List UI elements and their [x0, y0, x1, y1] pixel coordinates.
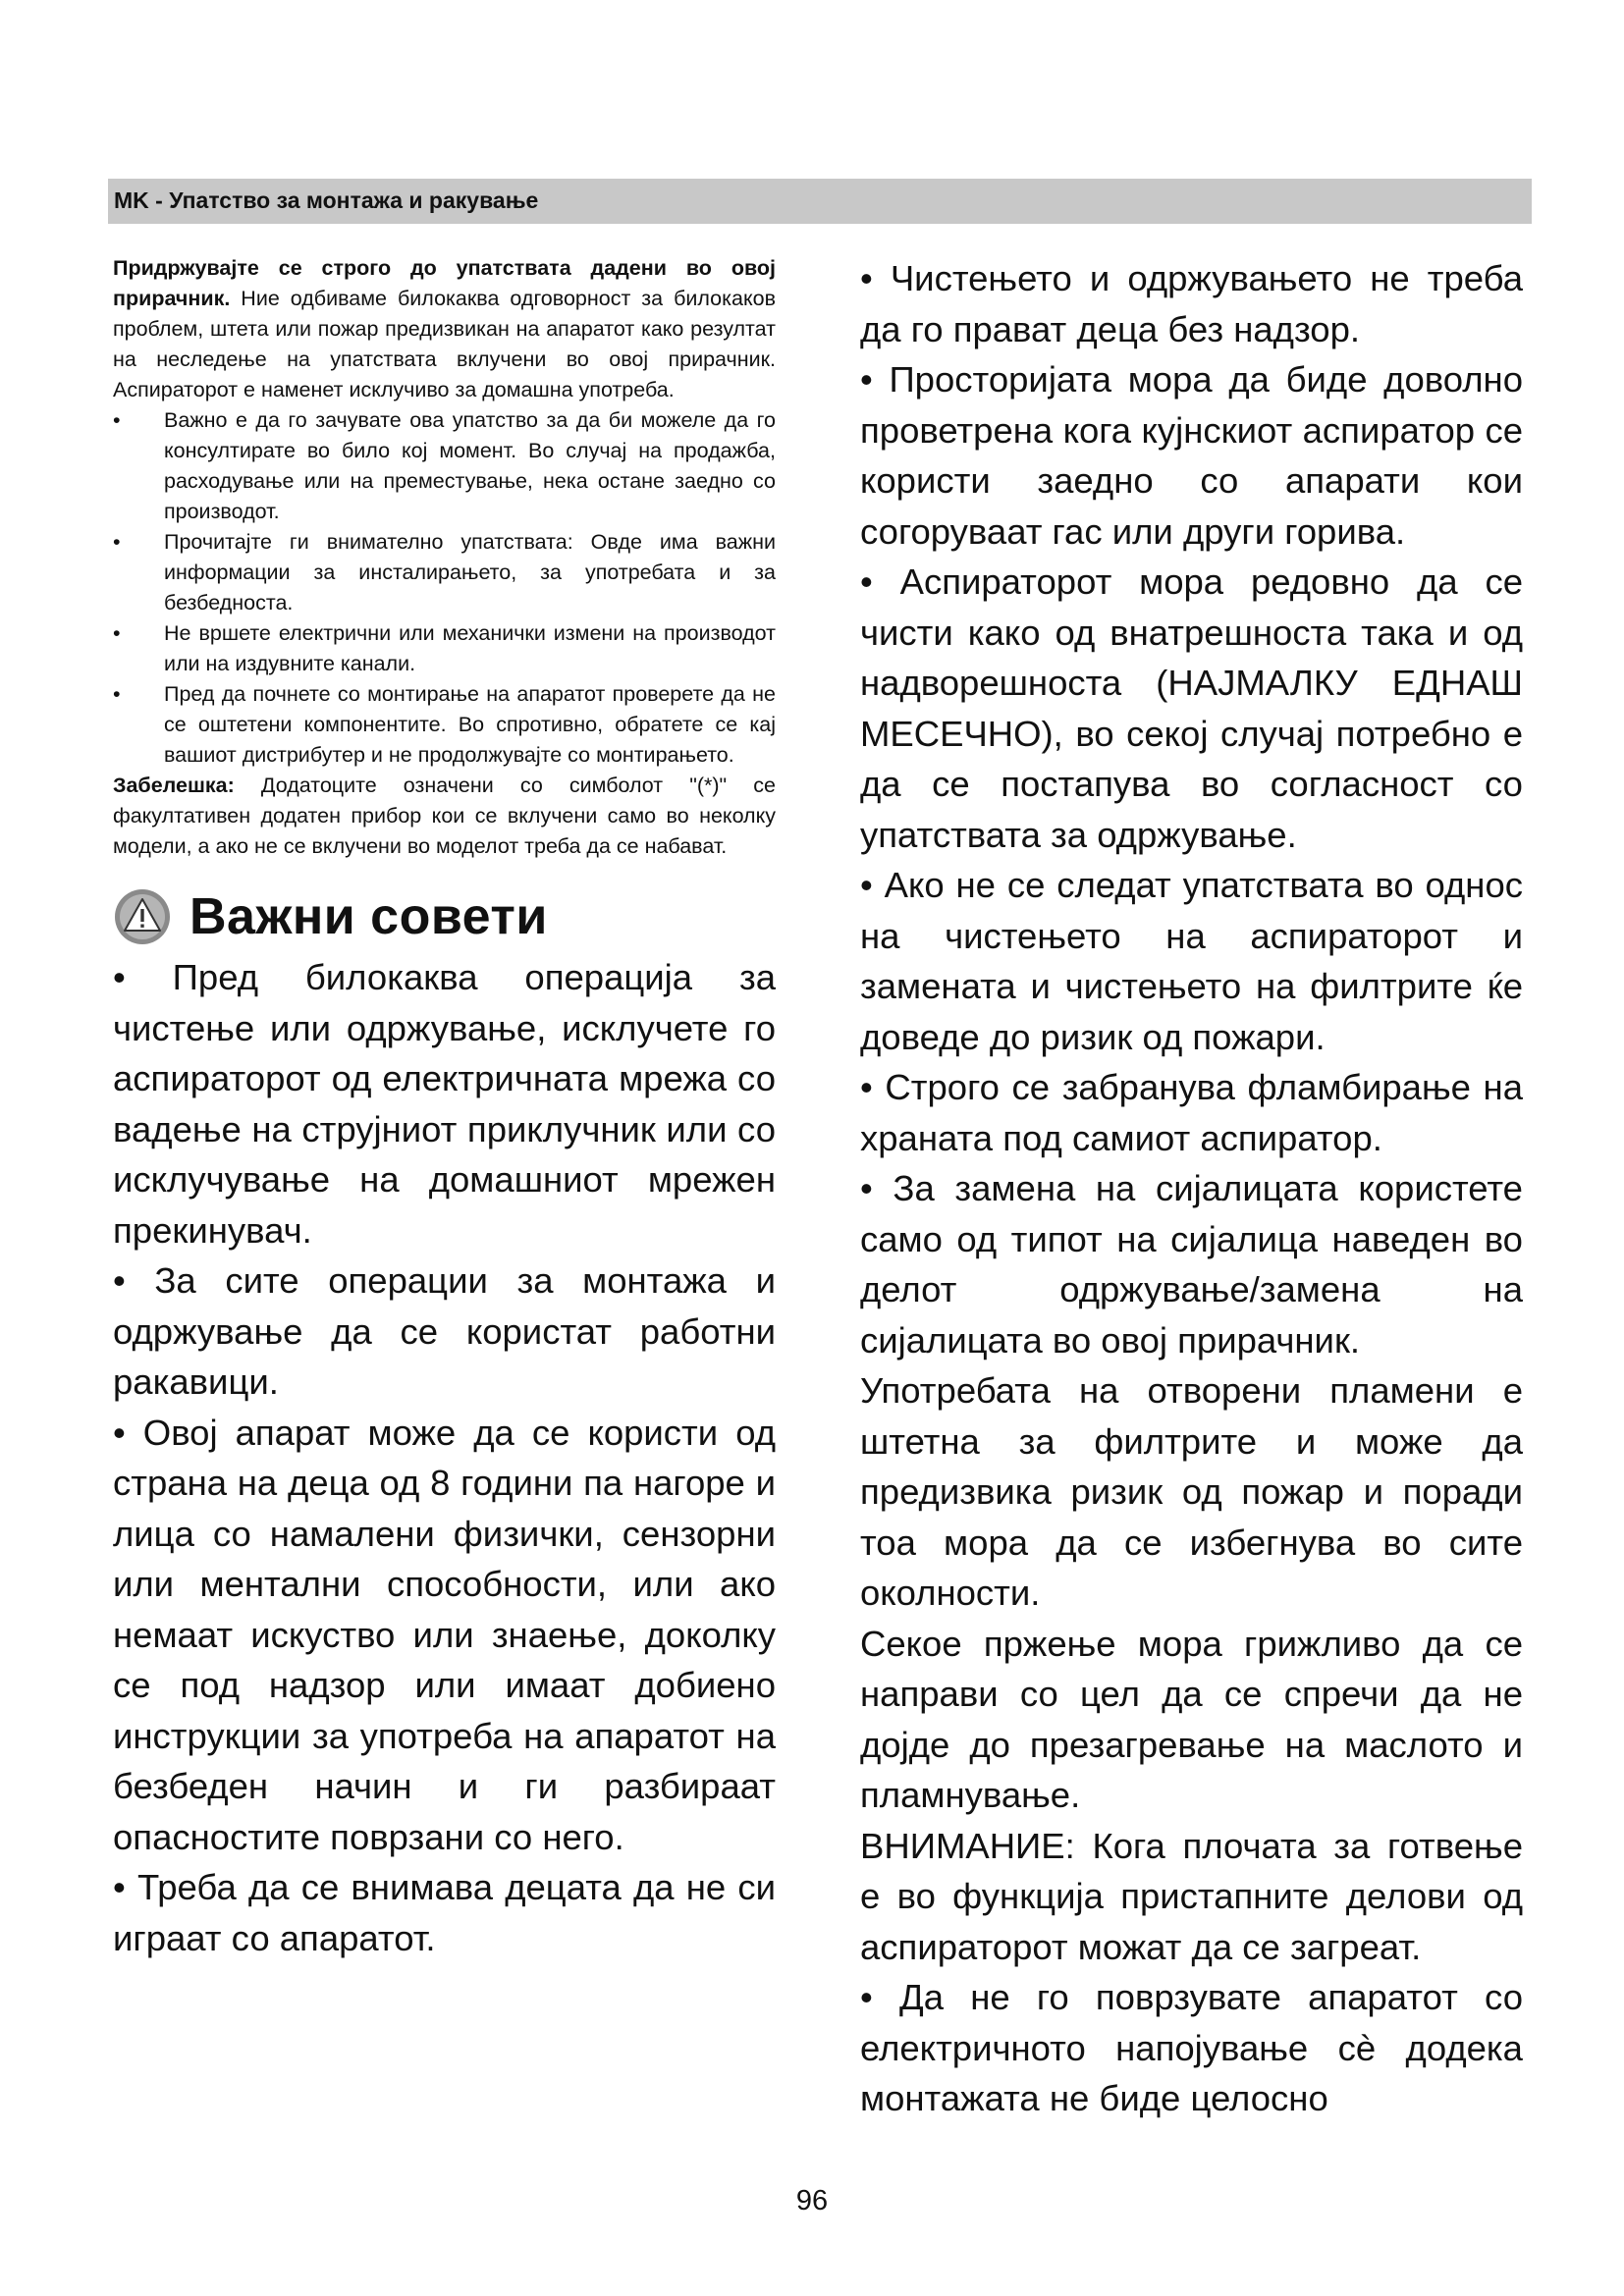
section-title: Важни совети	[189, 888, 548, 945]
advice-paragraph: • Чистењето и одржувањето не треба да го прават деца без надзор.	[860, 258, 1523, 349]
left-column	[113, 253, 776, 1963]
intro-bold: Придржувајте се строго до упатствата дадени во овој прирачник.	[113, 256, 776, 310]
advice-paragraph: Употребата на отворени пламени е штетна за филтрите и може да предизвика ризик од пожар и поради тоа мора да се избегнува во сите околности.	[860, 1370, 1523, 1613]
bullet-text: Пред да почнете со монтирање на апаратот проверете да не се оштетени компонентите. Во спротивно, обратете се кај вашиот дистрибутер и не продолжувајте со монтирањето.	[164, 682, 776, 767]
advice-paragraph: • Просторијата мора да биде доволно проветрена кога кујнскиот аспиратор се користи заедно со апарати кои согоруваат гас или други горива.	[860, 359, 1523, 552]
list-item: • Прочитајте ги внимателно упатствата: Овде има важни информации за инсталирањето, за употребата и за безбедноста.	[113, 530, 776, 614]
intro-bullet-list	[113, 405, 776, 771]
advice-paragraph: • Треба да се внимава децата да не си играат со апаратот.	[113, 1867, 776, 1958]
note-paragraph	[113, 771, 776, 862]
advice-paragraph: • Пред билокаква операција за чистење или одржување, исклучете го аспираторот од електричната мрежа со вадење на струјниот приклучник или со исклучување на домашниот мрежен прекинувач.	[113, 957, 776, 1251]
advice-paragraph: Секое пржење мора грижливо да се направи со цел да се спречи да не дојде до презагревање на маслото и пламнување.	[860, 1623, 1523, 1815]
page-number: 96	[795, 2185, 829, 2216]
advice-paragraph: • За сите операции за монтажа и одржување да се користат работни ракавици.	[113, 1260, 776, 1402]
advice-paragraph: • Строго се забранува фламбирање на храната под самиот аспиратор.	[860, 1067, 1523, 1158]
section-heading	[113, 887, 776, 946]
intro-text: Ние одбиваме билокаква одговорност за билокаков проблем, штета или пожар предизвикан на апаратот како резултат на неследење на упатствата вклучени во овој прирачник. Аспираторот е наменет исклучиво за домашна употреба.	[113, 287, 776, 401]
note-text: Додатоците означени со симболот "(*)" се факултативен додатен прибор кои се вклучени само во неколку модели, а ако не се вклучени во моделот треба да се набават.	[113, 774, 776, 858]
list-item: • Важно е да го зачувате ова упатство за да би можеле да го консултирате во било кој момент. Во случај на продажба, расходување или на преместување, нека остане заедно со производот.	[113, 408, 776, 523]
warning-triangle-icon	[113, 887, 172, 946]
bullet-text: Важно е да го зачувате ова упатство за да би можеле да го консултирате во било кој момент. Во случај на продажба, расходување или на преместување, нека остане заедно со производот.	[164, 408, 776, 523]
advice-paragraph: • Ако не се следат упатствата во однос на чистењето на аспираторот и замената и чистењето на филтрите ќе доведе до ризик од пожари.	[860, 865, 1523, 1057]
right-column	[860, 253, 1523, 2124]
advice-paragraph: • Да не го поврзувате апаратот со електричното напојување сè додека монтажата не биде целосно	[860, 1977, 1523, 2118]
note-label: Забелешка:	[113, 774, 235, 797]
advice-paragraph: • За замена на сијалицата користете само од типот на сијалица наведен во делот одржување/замена на сијалицата во овој прирачник.	[860, 1168, 1523, 1361]
list-item: • Не вршете електрични или механички измени на производот или на издувните канали.	[113, 621, 776, 675]
advice-paragraph: • Аспираторот мора редовно да се чисти како од внатрешноста така и од надворешноста (НАЈМАЛКУ ЕДНАШ МЕСЕЧНО), во секој случај потребно е да се постапува во согласност со упатствата за одржување.	[860, 561, 1523, 855]
intro-paragraph	[113, 253, 776, 405]
advice-paragraph: • Овој апарат може да се користи од страна на деца од 8 години па нагоре и лица со намалени физички, сензорни или ментални способности, или ако немаат искуство или знаење, доколку се под надзор или имаат добиено инструкции за употреба на апаратот на безбеден начин и ги разбираат опасностите поврзани со него.	[113, 1412, 776, 1857]
bullet-text: Прочитајте ги внимателно упатствата: Овде има важни информации за инсталирањето, за употребата и за безбедноста.	[164, 530, 776, 614]
section-header-bar	[108, 179, 1532, 224]
advice-paragraph: ВНИМАНИЕ: Кога плочата за готвење е во функција пристапните делови од аспираторот можат да се загреат.	[860, 1825, 1523, 1967]
list-item: • Пред да почнете со монтирање на апаратот проверете да не се оштетени компонентите. Во спротивно, обратете се кај вашиот дистрибутер и не продолжувајте со монтирањето.	[113, 682, 776, 767]
header-title: MK - Упатство за монтажа и ракување	[114, 187, 539, 213]
bullet-text: Не вршете електрични или механички измени на производот или на издувните канали.	[164, 621, 776, 675]
